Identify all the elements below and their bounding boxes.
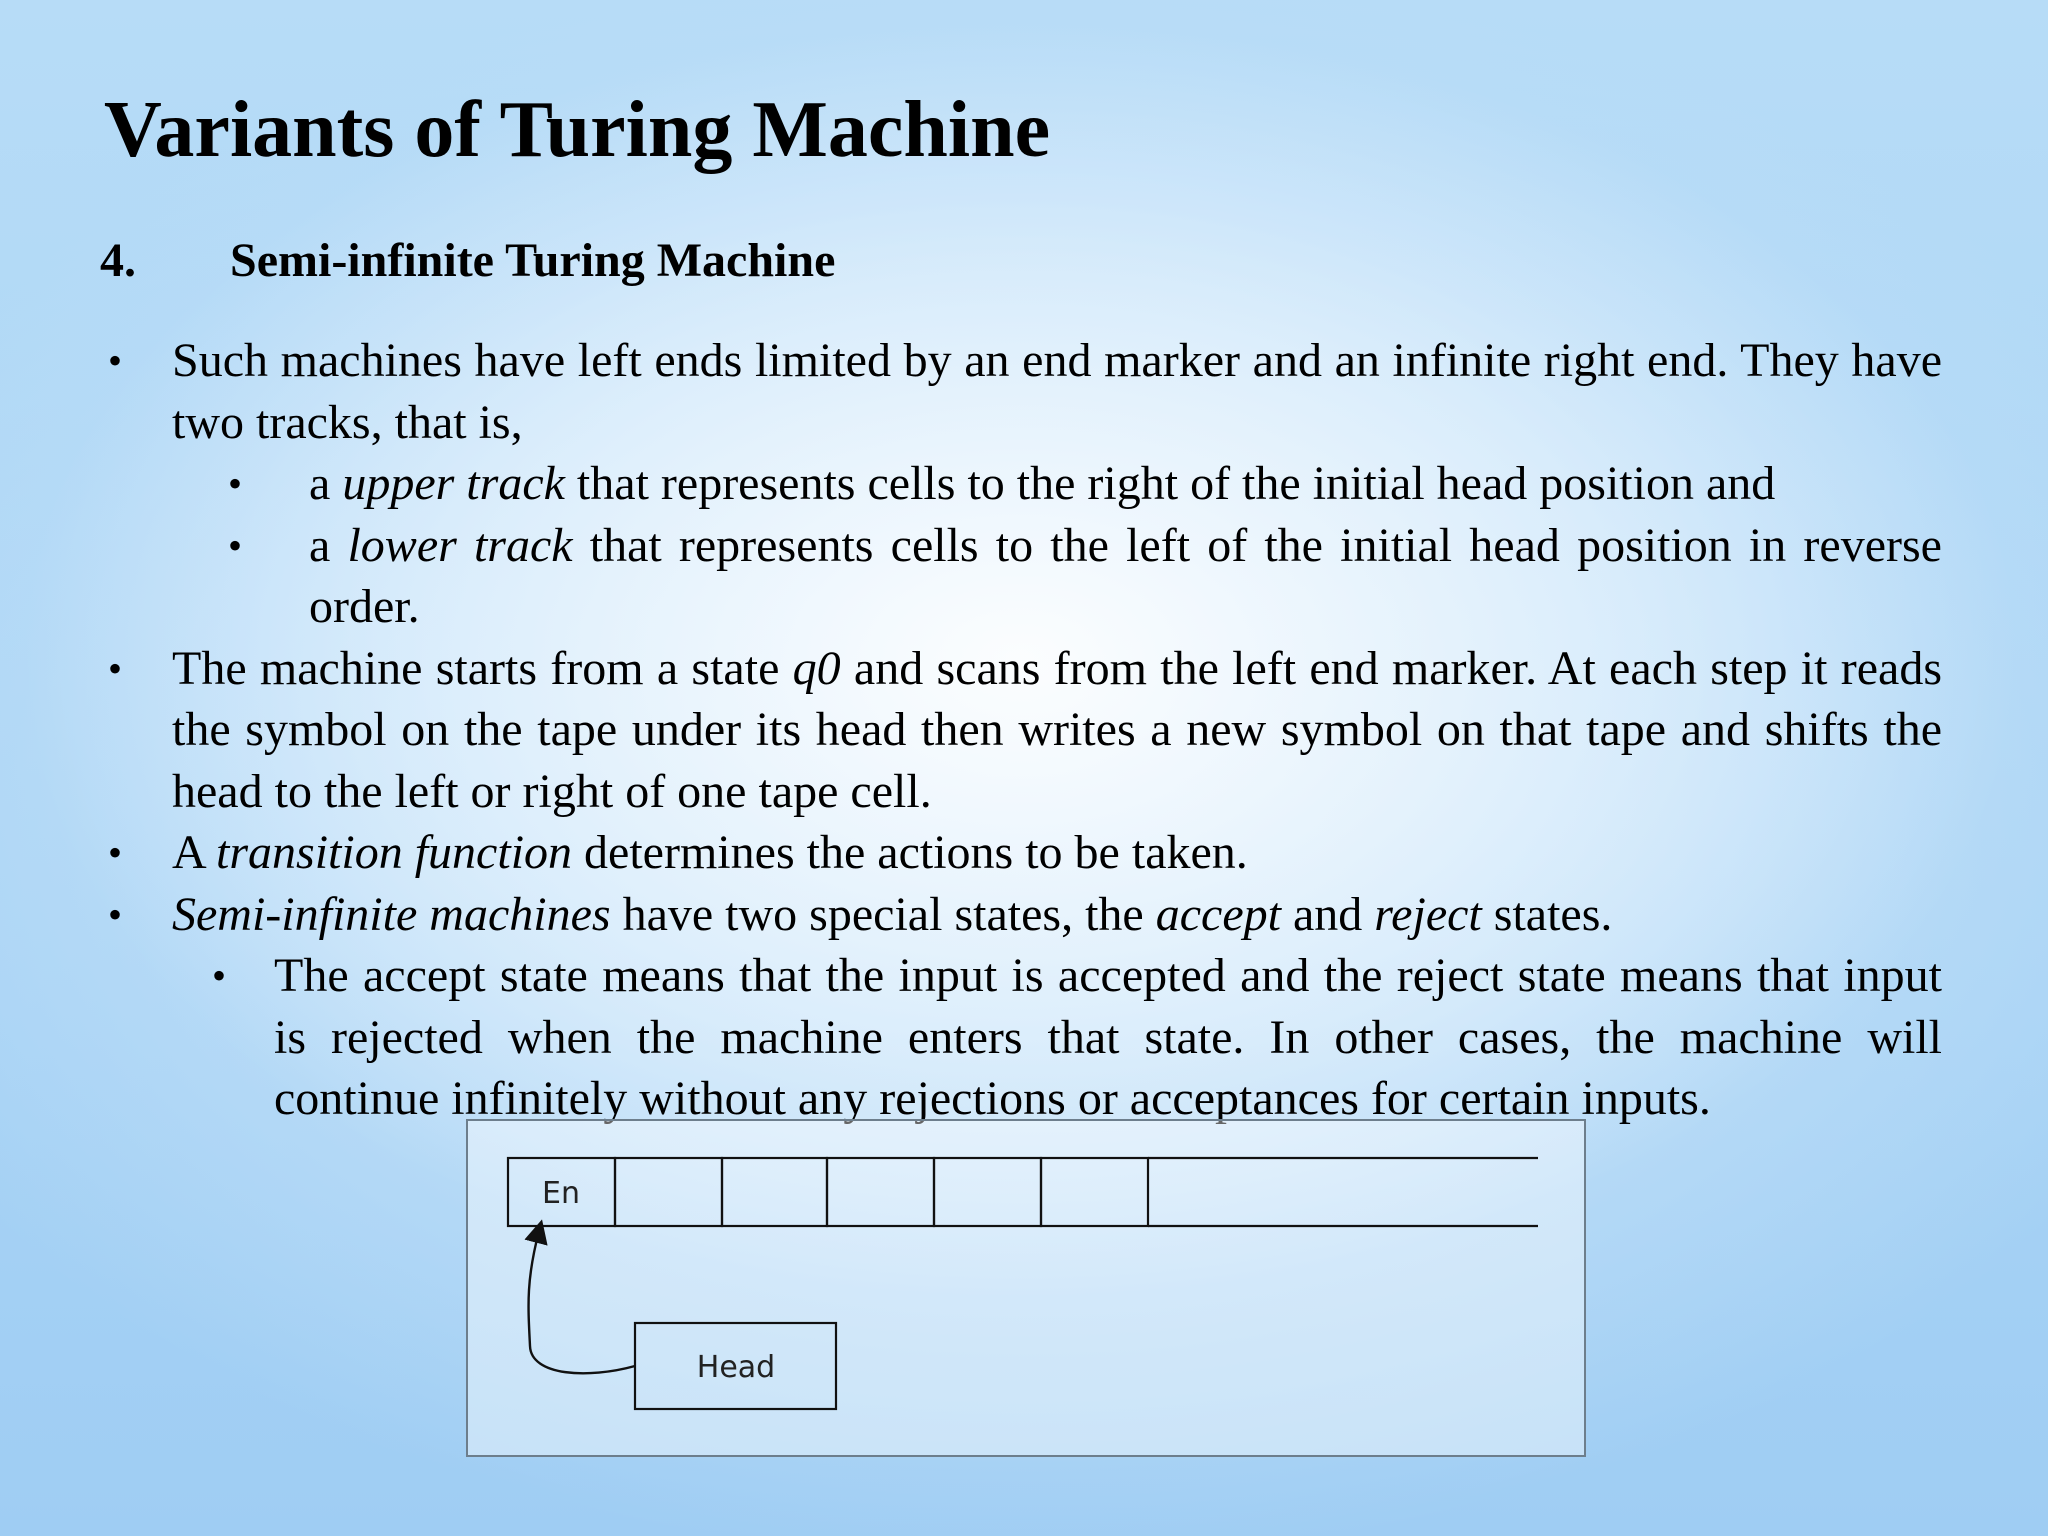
bullet-dot-icon: •: [228, 461, 243, 506]
bullet-text: The machine starts from a state q0 and scans from the left end marker. At each step it reads the symbol on the tape under its head then writes a new symbol on that tape and shifts the head to the left or right of one tape cell.: [172, 641, 1942, 818]
bullet-text: Such machines have left ends limited by an end marker and an infinite right end. They have two tracks, that is,: [172, 334, 1942, 449]
bullet-dot-icon: •: [108, 830, 123, 875]
emphasis: accept: [1155, 887, 1281, 941]
bullet-dot-icon: •: [108, 891, 123, 937]
tape-cells: [508, 1158, 1538, 1226]
bullet-text: A transition function determines the actions to be taken.: [172, 826, 1248, 879]
tape-diagram-svg: [468, 1121, 1588, 1459]
end-marker-label: En: [542, 1176, 580, 1211]
emphasis: transition function: [216, 826, 573, 879]
emphasis: upper track: [342, 457, 565, 510]
bullet-item: [104, 884, 1942, 946]
bullet-text: a upper track that represents cells to the right of the initial head position and: [309, 457, 1776, 510]
bullet-dot-icon: •: [108, 338, 123, 383]
sub-bullet-item: [104, 453, 1942, 515]
bullet-item: [104, 330, 1942, 453]
bullet-text: a lower track that represents cells to the left of the initial head position in reverse order.: [309, 518, 1942, 633]
tape-cell: [934, 1158, 1041, 1226]
section-title: Semi-infinite Turing Machine: [230, 234, 836, 287]
semi-infinite-tape-diagram: [466, 1119, 1586, 1457]
emphasis: q0: [792, 641, 841, 695]
bullet-item: [104, 638, 1942, 823]
bullet-item: [104, 822, 1942, 884]
slide-title: Variants of Turing Machine: [104, 86, 1051, 174]
tape-cell: [615, 1158, 722, 1226]
bullet-text: Semi-infinite machines have two special states, the accept and reject states.: [172, 887, 1613, 941]
head-label: Head: [696, 1350, 776, 1385]
sub-bullet-item: [104, 945, 1942, 1130]
tape-cell: [1041, 1158, 1148, 1226]
tape-cell: [722, 1158, 827, 1226]
emphasis: lower track: [347, 518, 573, 572]
bullet-dot-icon: •: [108, 645, 123, 691]
emphasis: Semi-infinite machines: [172, 887, 611, 941]
bullet-list: [104, 330, 1942, 1130]
tape-cell: [827, 1158, 934, 1226]
emphasis: reject: [1374, 887, 1482, 941]
head-pointer-arrow: [529, 1231, 635, 1373]
bullet-dot-icon: •: [212, 953, 227, 998]
sub-bullet-item: [104, 515, 1942, 638]
bullet-dot-icon: •: [228, 522, 243, 568]
section-heading: [100, 233, 835, 288]
bullet-text: The accept state means that the input is accepted and the reject state means that input is rejected when the machine enters that state. In other cases, the machine will continue infinitely without any rejections or acceptances for certain inputs.: [274, 949, 1942, 1125]
section-number: 4.: [100, 234, 136, 287]
